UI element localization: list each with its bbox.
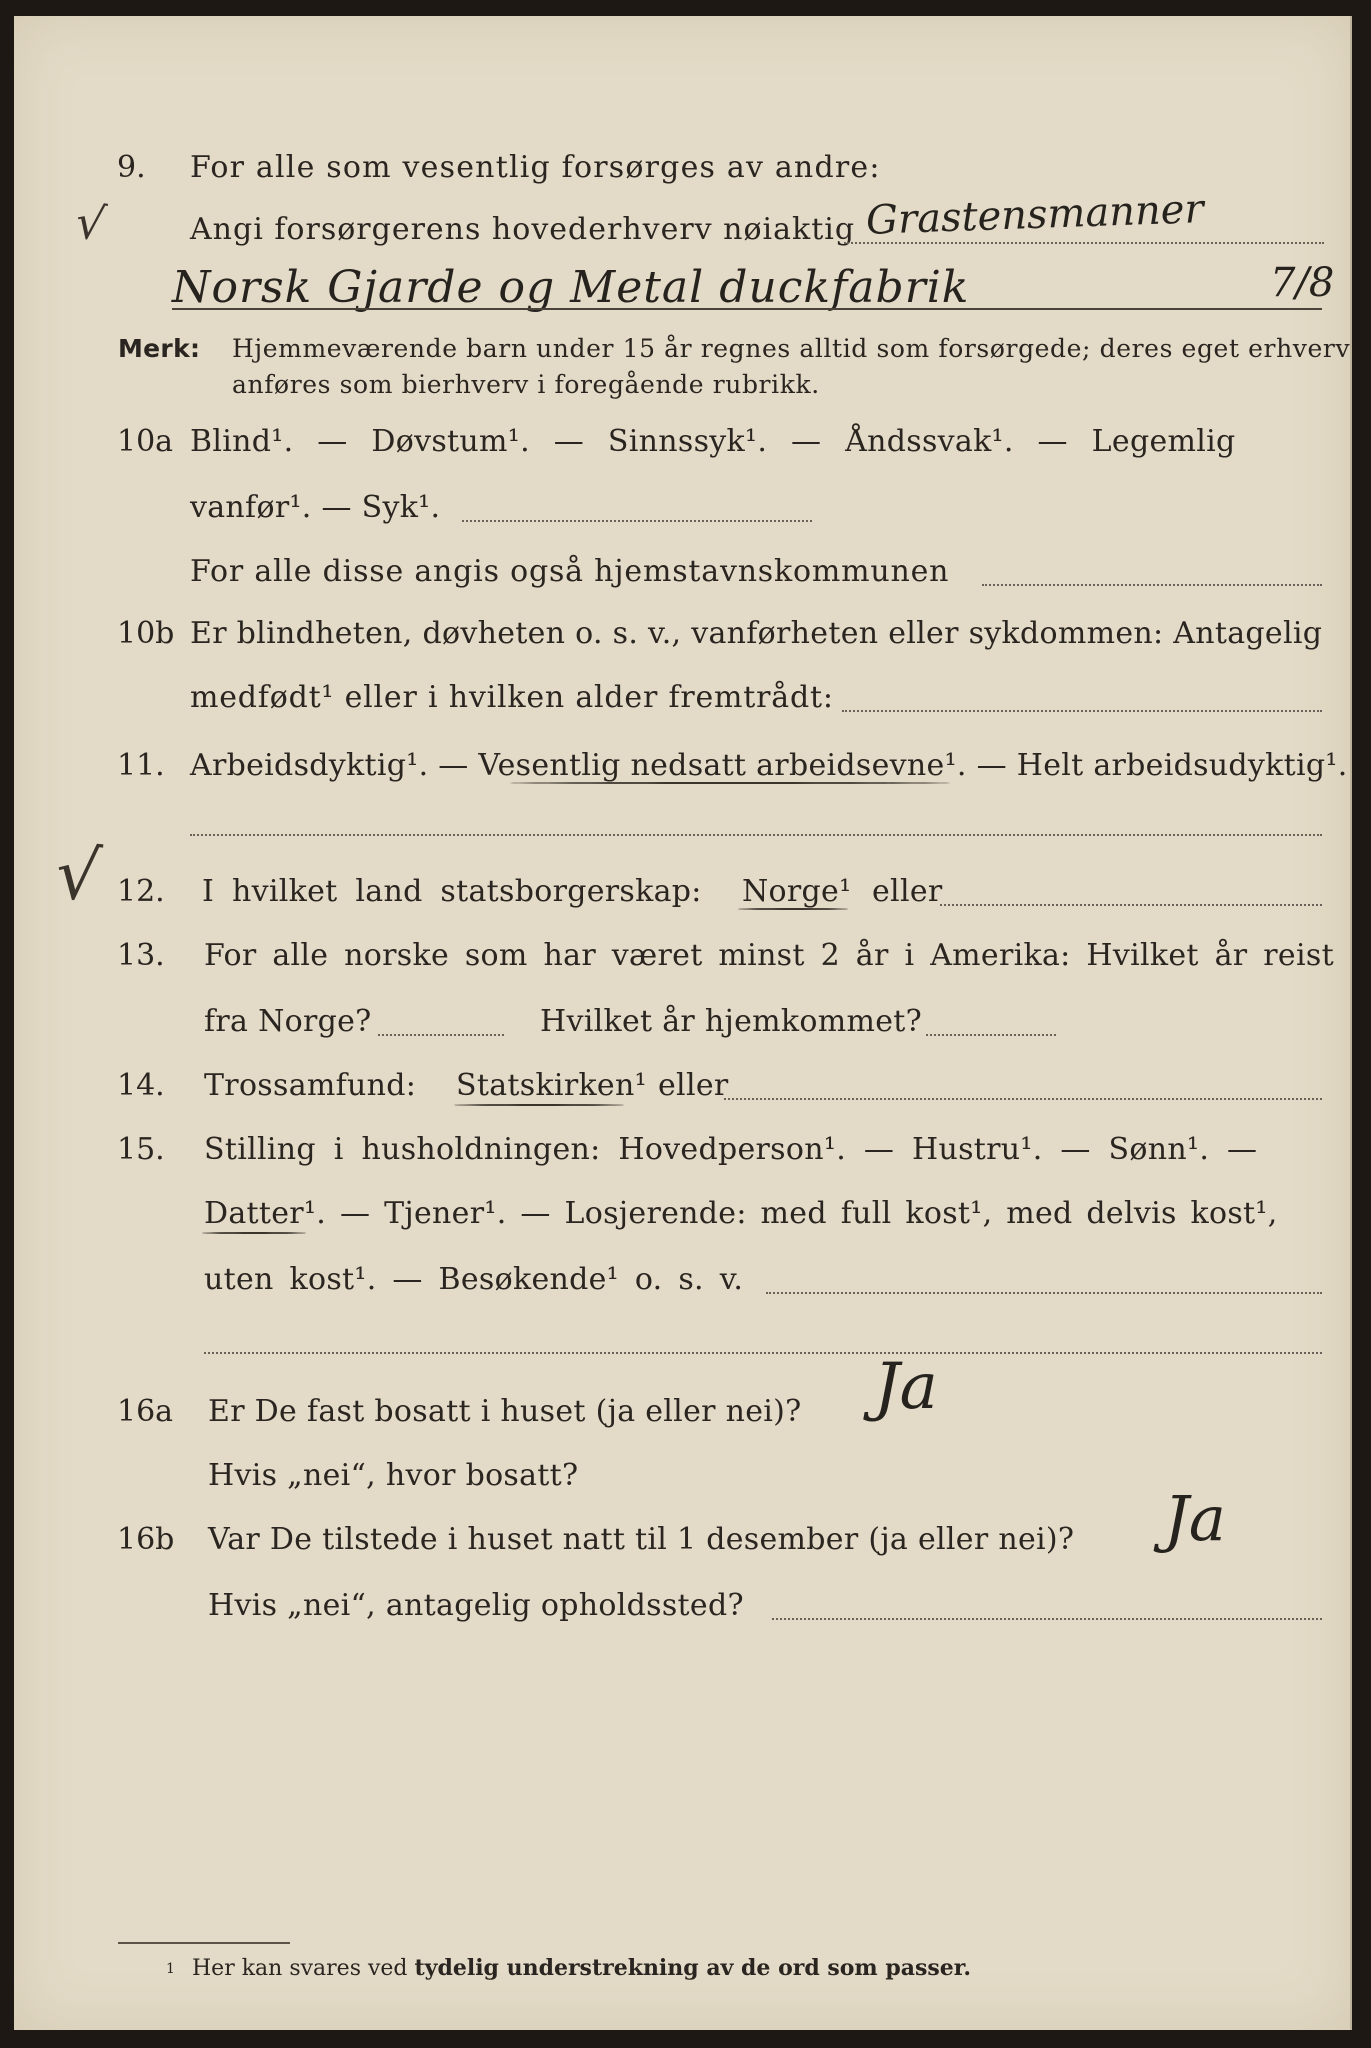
footnote-marker: 1 bbox=[166, 1961, 175, 1977]
q16b-number: 16b bbox=[117, 1522, 175, 1557]
q15-line3: uten kost¹. — Besøkende¹ o. s. v. bbox=[204, 1262, 744, 1297]
q10a-dotted-line-2 bbox=[982, 584, 1322, 586]
q10b-line2: medfødt¹ eller i hvilken alder fremtrådt: bbox=[190, 680, 834, 715]
q10a-number: 10a bbox=[117, 424, 174, 459]
merk-line1: Hjemmeværende barn under 15 år regnes alltid som forsørgede; deres eget erhverv bbox=[232, 334, 1351, 363]
q16a-handwritten-answer: Ja bbox=[874, 1350, 938, 1424]
q12-dotted-line bbox=[940, 904, 1322, 906]
check-mark-icon: √ bbox=[72, 194, 109, 252]
q14-number: 14. bbox=[117, 1068, 165, 1103]
q15-line2 bbox=[204, 1196, 1278, 1232]
q16b-line2: Hvis „nei“, antagelig opholdssted? bbox=[208, 1588, 744, 1623]
q12-handwritten-underline bbox=[738, 908, 848, 910]
q9-line1: For alle som vesentlig forsørges av andre: bbox=[190, 150, 881, 185]
q11-part1: Arbeidsdyktig¹. — bbox=[190, 748, 469, 783]
q13-number: 13. bbox=[117, 938, 165, 973]
q16b-handwritten-answer: Ja bbox=[1164, 1482, 1226, 1555]
q10a-dotted-line bbox=[462, 520, 812, 522]
footnote-text-bold: tydelig understrekning av de ord som passer. bbox=[414, 1955, 972, 1981]
q15-datter: Datter¹. bbox=[204, 1196, 327, 1231]
q14-eller: eller bbox=[658, 1068, 729, 1103]
q13-line1: For alle norske som har været minst 2 år i Amerika: Hvilket år reist bbox=[204, 938, 1334, 973]
q9-handwritten-fraction: 7/8 bbox=[1270, 260, 1335, 306]
q11-dotted-line bbox=[190, 834, 1322, 836]
q10a-line3: For alle disse angis også hjemstavnskommunen bbox=[190, 554, 950, 589]
q11-handwritten-underline bbox=[510, 782, 950, 784]
q13-line2b: Hvilket år hjemkommet? bbox=[540, 1004, 923, 1039]
q11-number: 11. bbox=[117, 748, 165, 783]
q12-number: 12. bbox=[117, 874, 165, 909]
q10b-line1: Er blindheten, døvheten o. s. v., vanførheten eller sykdommen: Antagelig bbox=[190, 616, 1323, 651]
q15-handwritten-underline bbox=[202, 1232, 306, 1234]
q13-line2a: fra Norge? bbox=[204, 1004, 372, 1039]
q14-label: Trossamfund: bbox=[204, 1068, 417, 1103]
q15-dotted-line-2 bbox=[204, 1352, 1322, 1354]
q10b-dotted-line bbox=[842, 710, 1322, 712]
merk-label: Merk: bbox=[118, 334, 201, 363]
q16a-line1: Er De fast bosatt i huset (ja eller nei)? bbox=[208, 1394, 802, 1429]
q16a-number: 16a bbox=[117, 1394, 174, 1429]
q9-dotted-line bbox=[844, 242, 1324, 244]
q9-handwritten-employer: Norsk Gjarde og Metal duckfabrik bbox=[172, 262, 970, 313]
q13-dotted-line-a bbox=[378, 1034, 504, 1036]
q14-statskirken: Statskirken¹ bbox=[456, 1068, 647, 1103]
q10a-line2: vanfør¹. — Syk¹. bbox=[190, 490, 441, 525]
q9-number: 9. bbox=[117, 150, 146, 185]
check-mark-icon: √ bbox=[52, 832, 105, 918]
footnote-text-plain: Her kan svares ved bbox=[192, 1956, 408, 1981]
q14-handwritten-underline bbox=[454, 1104, 624, 1106]
q14-dotted-line bbox=[724, 1098, 1322, 1100]
q11-part3: — Helt arbeidsudyktig¹. bbox=[976, 748, 1348, 783]
q16b-dotted-line bbox=[772, 1618, 1322, 1620]
q9-dotted-line-2 bbox=[172, 308, 1322, 310]
footnote-rule bbox=[118, 1942, 290, 1944]
q10a-line1: Blind¹. — Døvstum¹. — Sinnssyk¹. — Åndssvak¹. — Legemlig bbox=[190, 424, 1236, 459]
q12-norge: Norge¹ bbox=[742, 874, 852, 909]
q11-part2: Vesentlig nedsatt arbeidsevne¹. bbox=[478, 748, 967, 783]
q15-line2-rest: — Tjener¹. — Losjerende: med full kost¹, med delvis kost¹, bbox=[339, 1196, 1278, 1231]
q10b-number: 10b bbox=[117, 616, 175, 651]
q16a-line2: Hvis „nei“, hvor bosatt? bbox=[208, 1458, 579, 1493]
q15-line1: Stilling i husholdningen: Hovedperson¹. — Hustru¹. — Sønn¹. — bbox=[204, 1132, 1258, 1167]
merk-line2: anføres som bierhverv i foregående rubrikk. bbox=[232, 370, 820, 399]
q15-number: 15. bbox=[117, 1132, 165, 1167]
q15-dotted-line bbox=[766, 1292, 1322, 1294]
q12-label: I hvilket land statsborgerskap: bbox=[202, 874, 702, 909]
q16b-line1: Var De tilstede i huset natt til 1 desember (ja eller nei)? bbox=[208, 1522, 1075, 1557]
q11-line bbox=[190, 748, 1348, 784]
footnote-text bbox=[192, 1954, 971, 1983]
q12-eller: eller bbox=[872, 874, 943, 909]
q9-line2-label: Angi forsørgerens hovederhverv nøiaktig bbox=[190, 212, 856, 247]
q13-dotted-line-b bbox=[926, 1034, 1056, 1036]
q9-handwritten-occupation: Grastensmanner bbox=[865, 186, 1205, 244]
census-form-page bbox=[14, 16, 1352, 2030]
